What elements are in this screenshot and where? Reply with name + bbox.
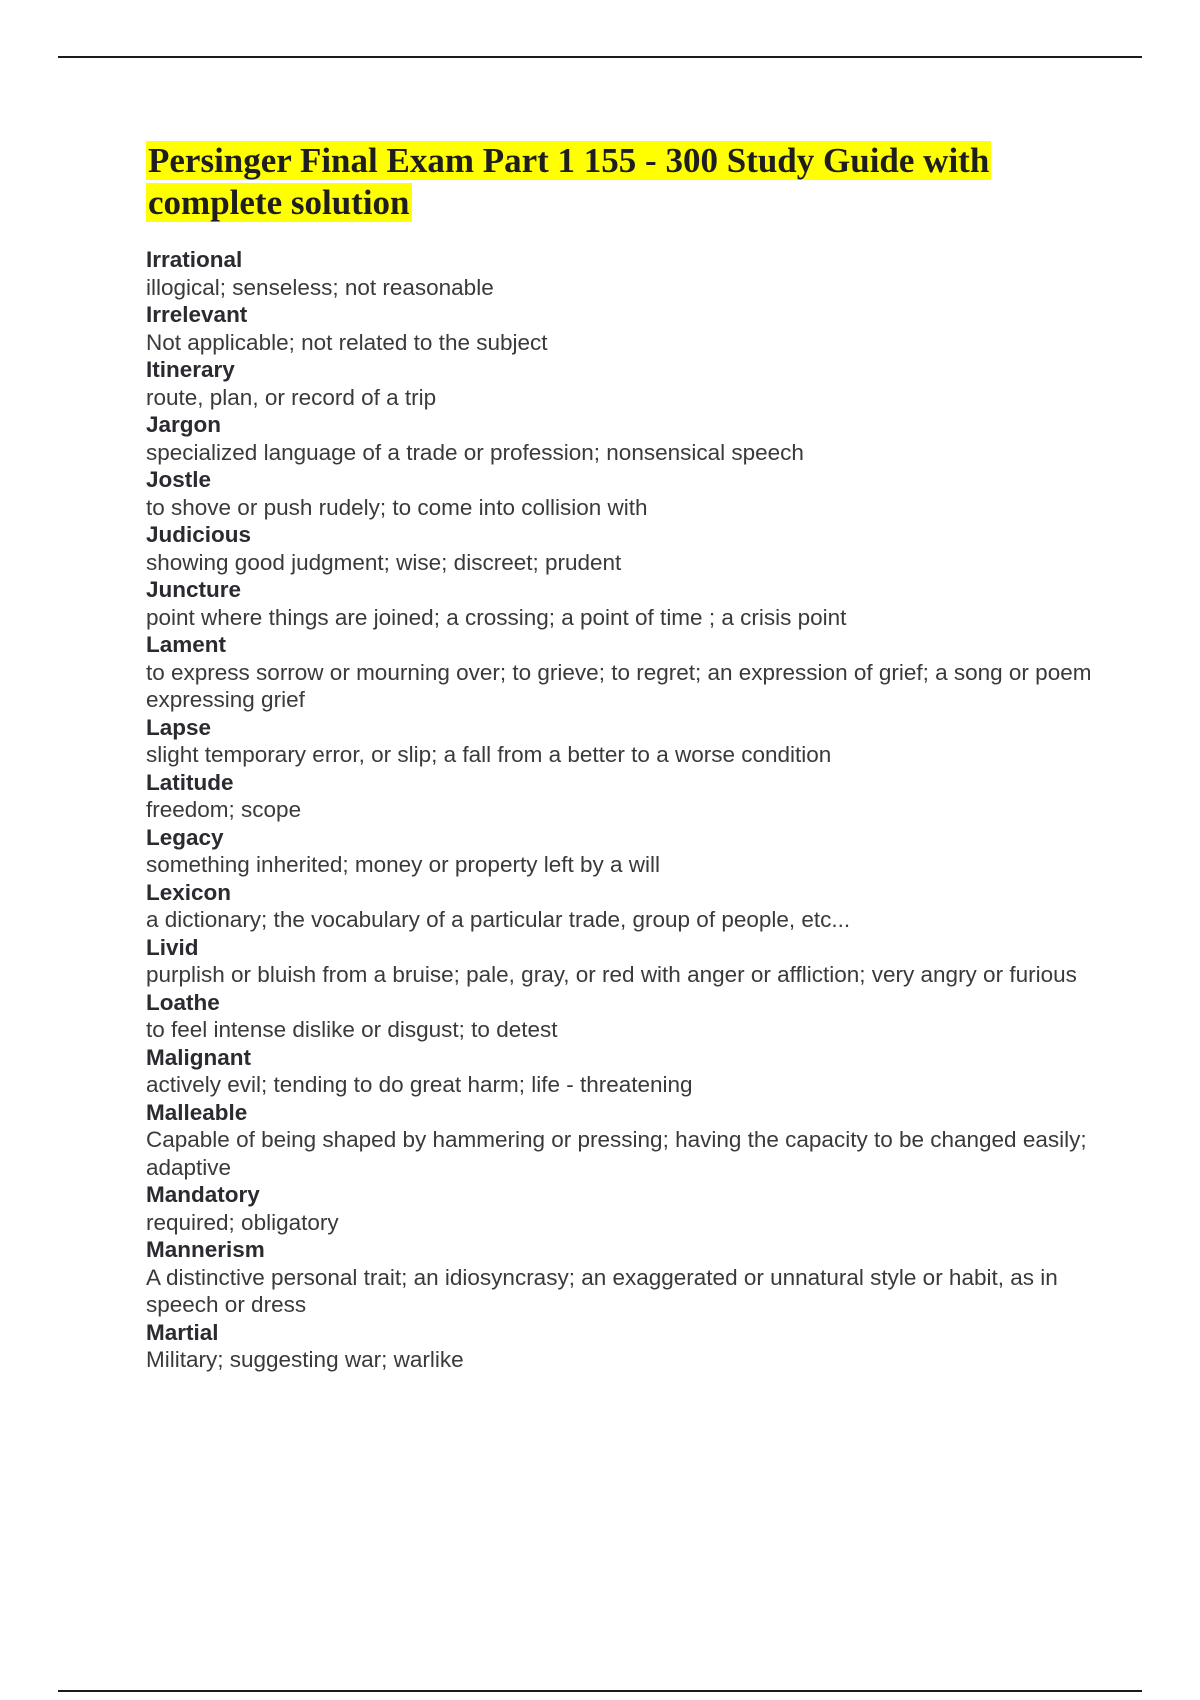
term-definition: required; obligatory xyxy=(146,1209,339,1235)
term-definition: to shove or push rudely; to come into collision with xyxy=(146,494,648,520)
term-definition: point where things are joined; a crossing; a point of time ; a crisis point xyxy=(146,604,847,630)
term-word: Legacy xyxy=(146,824,224,850)
term-entry xyxy=(146,824,1106,879)
term-word: Judicious xyxy=(146,522,252,547)
term-word: Malleable xyxy=(146,1099,248,1125)
term-definition: specialized language of a trade or profession; nonsensical speech xyxy=(146,439,804,465)
term-definition: Not applicable; not related to the subject xyxy=(146,329,548,355)
term-definition: route, plan, or record of a trip xyxy=(146,384,437,410)
page-top-rule xyxy=(58,56,1142,58)
term-entry xyxy=(146,356,1106,411)
term-definition: A distinctive personal trait; an idiosyncrasy; an exaggerated or unnatural style or habit, as in speech or dress xyxy=(146,1264,1058,1317)
term-entry xyxy=(146,769,1106,824)
term-entry xyxy=(146,1044,1106,1099)
term-entry xyxy=(146,934,1106,989)
term-entry xyxy=(146,1099,1106,1182)
document-title xyxy=(146,140,1106,224)
term-definition: to feel intense dislike or disgust; to detest xyxy=(146,1017,558,1042)
term-entry xyxy=(146,576,1106,631)
term-definition: showing good judgment; wise; discreet; prudent xyxy=(146,549,622,575)
term-word: Malignant xyxy=(146,1044,251,1070)
term-entry xyxy=(146,521,1106,576)
term-word: Jostle xyxy=(146,467,212,492)
term-word: Irrational xyxy=(146,247,243,272)
term-word: Lament xyxy=(146,632,227,657)
term-definition: to express sorrow or mourning over; to grieve; to regret; an expression of grief; a song or poem expressing grief xyxy=(146,659,1092,712)
document-title-text: Persinger Final Exam Part 1 155 - 300 Study Guide with complete solution xyxy=(148,141,990,222)
term-entry xyxy=(146,411,1106,466)
term-entry xyxy=(146,631,1106,714)
term-definition: purplish or bluish from a bruise; pale, gray, or red with anger or affliction; very angry or furious xyxy=(146,962,1077,987)
term-definition: a dictionary; the vocabulary of a particular trade, group of people, etc... xyxy=(146,907,851,932)
term-definition: freedom; scope xyxy=(146,797,302,822)
page-bottom-rule xyxy=(58,1690,1142,1692)
term-word: Jargon xyxy=(146,412,222,437)
term-word: Lapse xyxy=(146,714,212,740)
term-word: Lexicon xyxy=(146,879,232,905)
term-word: Livid xyxy=(146,934,199,960)
term-entry xyxy=(146,989,1106,1044)
term-word: Juncture xyxy=(146,577,242,602)
term-entry xyxy=(146,714,1106,769)
term-list xyxy=(146,246,1106,1374)
term-entry xyxy=(146,1236,1106,1319)
term-definition: Military; suggesting war; warlike xyxy=(146,1347,464,1372)
term-word: Itinerary xyxy=(146,357,235,382)
term-entry xyxy=(146,466,1106,521)
term-entry xyxy=(146,246,1106,301)
term-entry xyxy=(146,879,1106,934)
term-definition: slight temporary error, or slip; a fall from a better to a worse condition xyxy=(146,742,832,767)
term-word: Martial xyxy=(146,1319,219,1345)
term-entry xyxy=(146,301,1106,356)
term-word: Mannerism xyxy=(146,1237,265,1262)
term-word: Mandatory xyxy=(146,1182,260,1207)
term-word: Latitude xyxy=(146,769,234,795)
term-entry xyxy=(146,1319,1106,1374)
term-entry xyxy=(146,1181,1106,1236)
term-definition: actively evil; tending to do great harm; life - threatening xyxy=(146,1072,693,1097)
study-guide-content xyxy=(146,140,1106,1374)
term-definition: Capable of being shaped by hammering or pressing; having the capacity to be changed easily; adaptive xyxy=(146,1127,1087,1180)
term-word: Loathe xyxy=(146,989,220,1015)
term-definition: something inherited; money or property left by a will xyxy=(146,852,660,877)
term-word: Irrelevant xyxy=(146,302,248,327)
term-definition: illogical; senseless; not reasonable xyxy=(146,274,494,300)
